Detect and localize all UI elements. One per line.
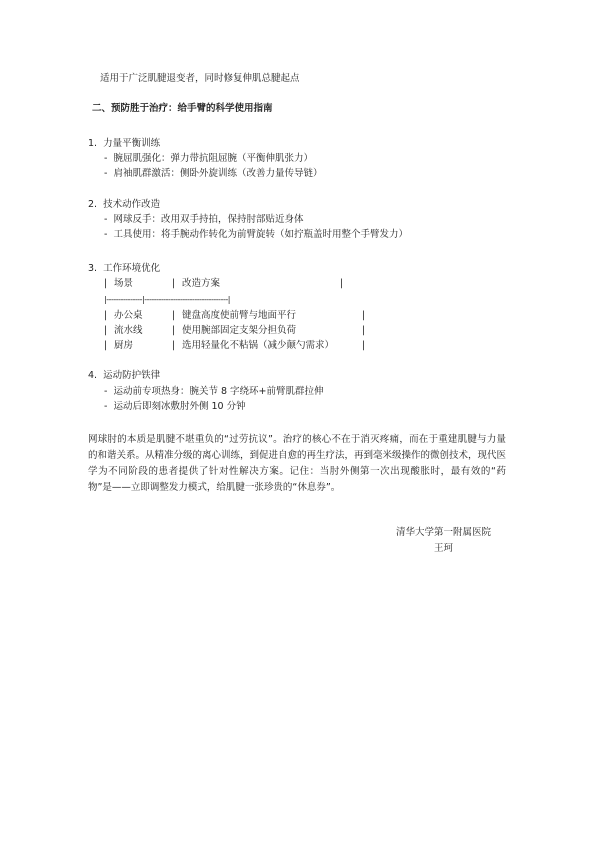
bullet-tool-use: - 工具使用：将手腕动作转化为前臂旋转（如拧瓶盖时用整个手臂发力） <box>104 229 408 240</box>
item-title-technique: 2. 技术动作改造 <box>88 199 161 210</box>
pipe: | <box>104 340 108 351</box>
pipe: | <box>104 310 108 321</box>
bullet-tennis-backhand: - 网球反手：改用双手持拍，保持肘部贴近身体 <box>104 214 304 225</box>
pipe: | <box>104 325 108 336</box>
pipe: | <box>362 310 366 321</box>
item-title-environment: 3. 工作环境优化 <box>88 263 161 274</box>
pipe: | <box>172 278 176 289</box>
bullet-ice: - 运动后即刻冰敷肘外侧 10 分钟 <box>104 401 246 412</box>
section-heading: 二、预防胜于治疗：给手臂的科学使用指南 <box>92 103 273 114</box>
row-scene: 办公桌 <box>114 310 143 321</box>
intro-line: 适用于广泛肌腱退变者，同时修复伸肌总腱起点 <box>100 73 300 84</box>
bullet-wrist-flexor: - 腕屈肌强化：弹力带抗阻屈腕（平衡伸肌张力） <box>104 153 313 164</box>
item-title-strength: 1. 力量平衡训练 <box>88 138 161 149</box>
item-title-protection: 4. 运动防护铁律 <box>88 370 161 381</box>
row-plan: 键盘高度使前臂与地面平行 <box>182 310 297 321</box>
table-separator: |---------------|-----------------------------------| <box>104 295 230 304</box>
row-scene: 厨房 <box>114 340 134 351</box>
bullet-rotator-cuff: - 肩袖肌群激活：侧卧外旋训练（改善力量传导链） <box>104 168 323 179</box>
signature-author: 王珂 <box>434 543 454 554</box>
header-scene: 场景 <box>114 278 134 289</box>
pipe: | <box>362 340 366 351</box>
row-plan: 使用腕部固定支架分担负荷 <box>182 325 297 336</box>
pipe: | <box>340 278 344 289</box>
row-plan: 选用轻量化不粘锅（减少颠勺需求） <box>182 340 335 351</box>
pipe: | <box>362 325 366 336</box>
bullet-warmup: - 运动前专项热身：腕关节 8 字绕环+前臂肌群拉伸 <box>104 386 324 397</box>
signature-institution: 清华大学第一附属医院 <box>396 527 492 538</box>
pipe: | <box>172 310 176 321</box>
pipe: | <box>172 325 176 336</box>
conclusion-paragraph: 网球肘的本质是肌腱不堪重负的“过劳抗议”。治疗的核心不在于消灭疼痛，而在于重建肌腱与力量的和谐关系。从精准分级的离心训练，到促进自愈的再生疗法，再到毫米级操作的微创技术，现代医学为不同阶段的患者提供了针对性解决方案。记住：当肘外侧第一次出现酸胀时，最有效的“药物”是——立即调整发力模式，给肌腱一张珍贵的“休息券”。 <box>88 434 507 493</box>
header-plan: 改造方案 <box>182 278 221 289</box>
row-scene: 流水线 <box>114 325 143 336</box>
pipe: | <box>172 340 176 351</box>
pipe: | <box>104 278 108 289</box>
